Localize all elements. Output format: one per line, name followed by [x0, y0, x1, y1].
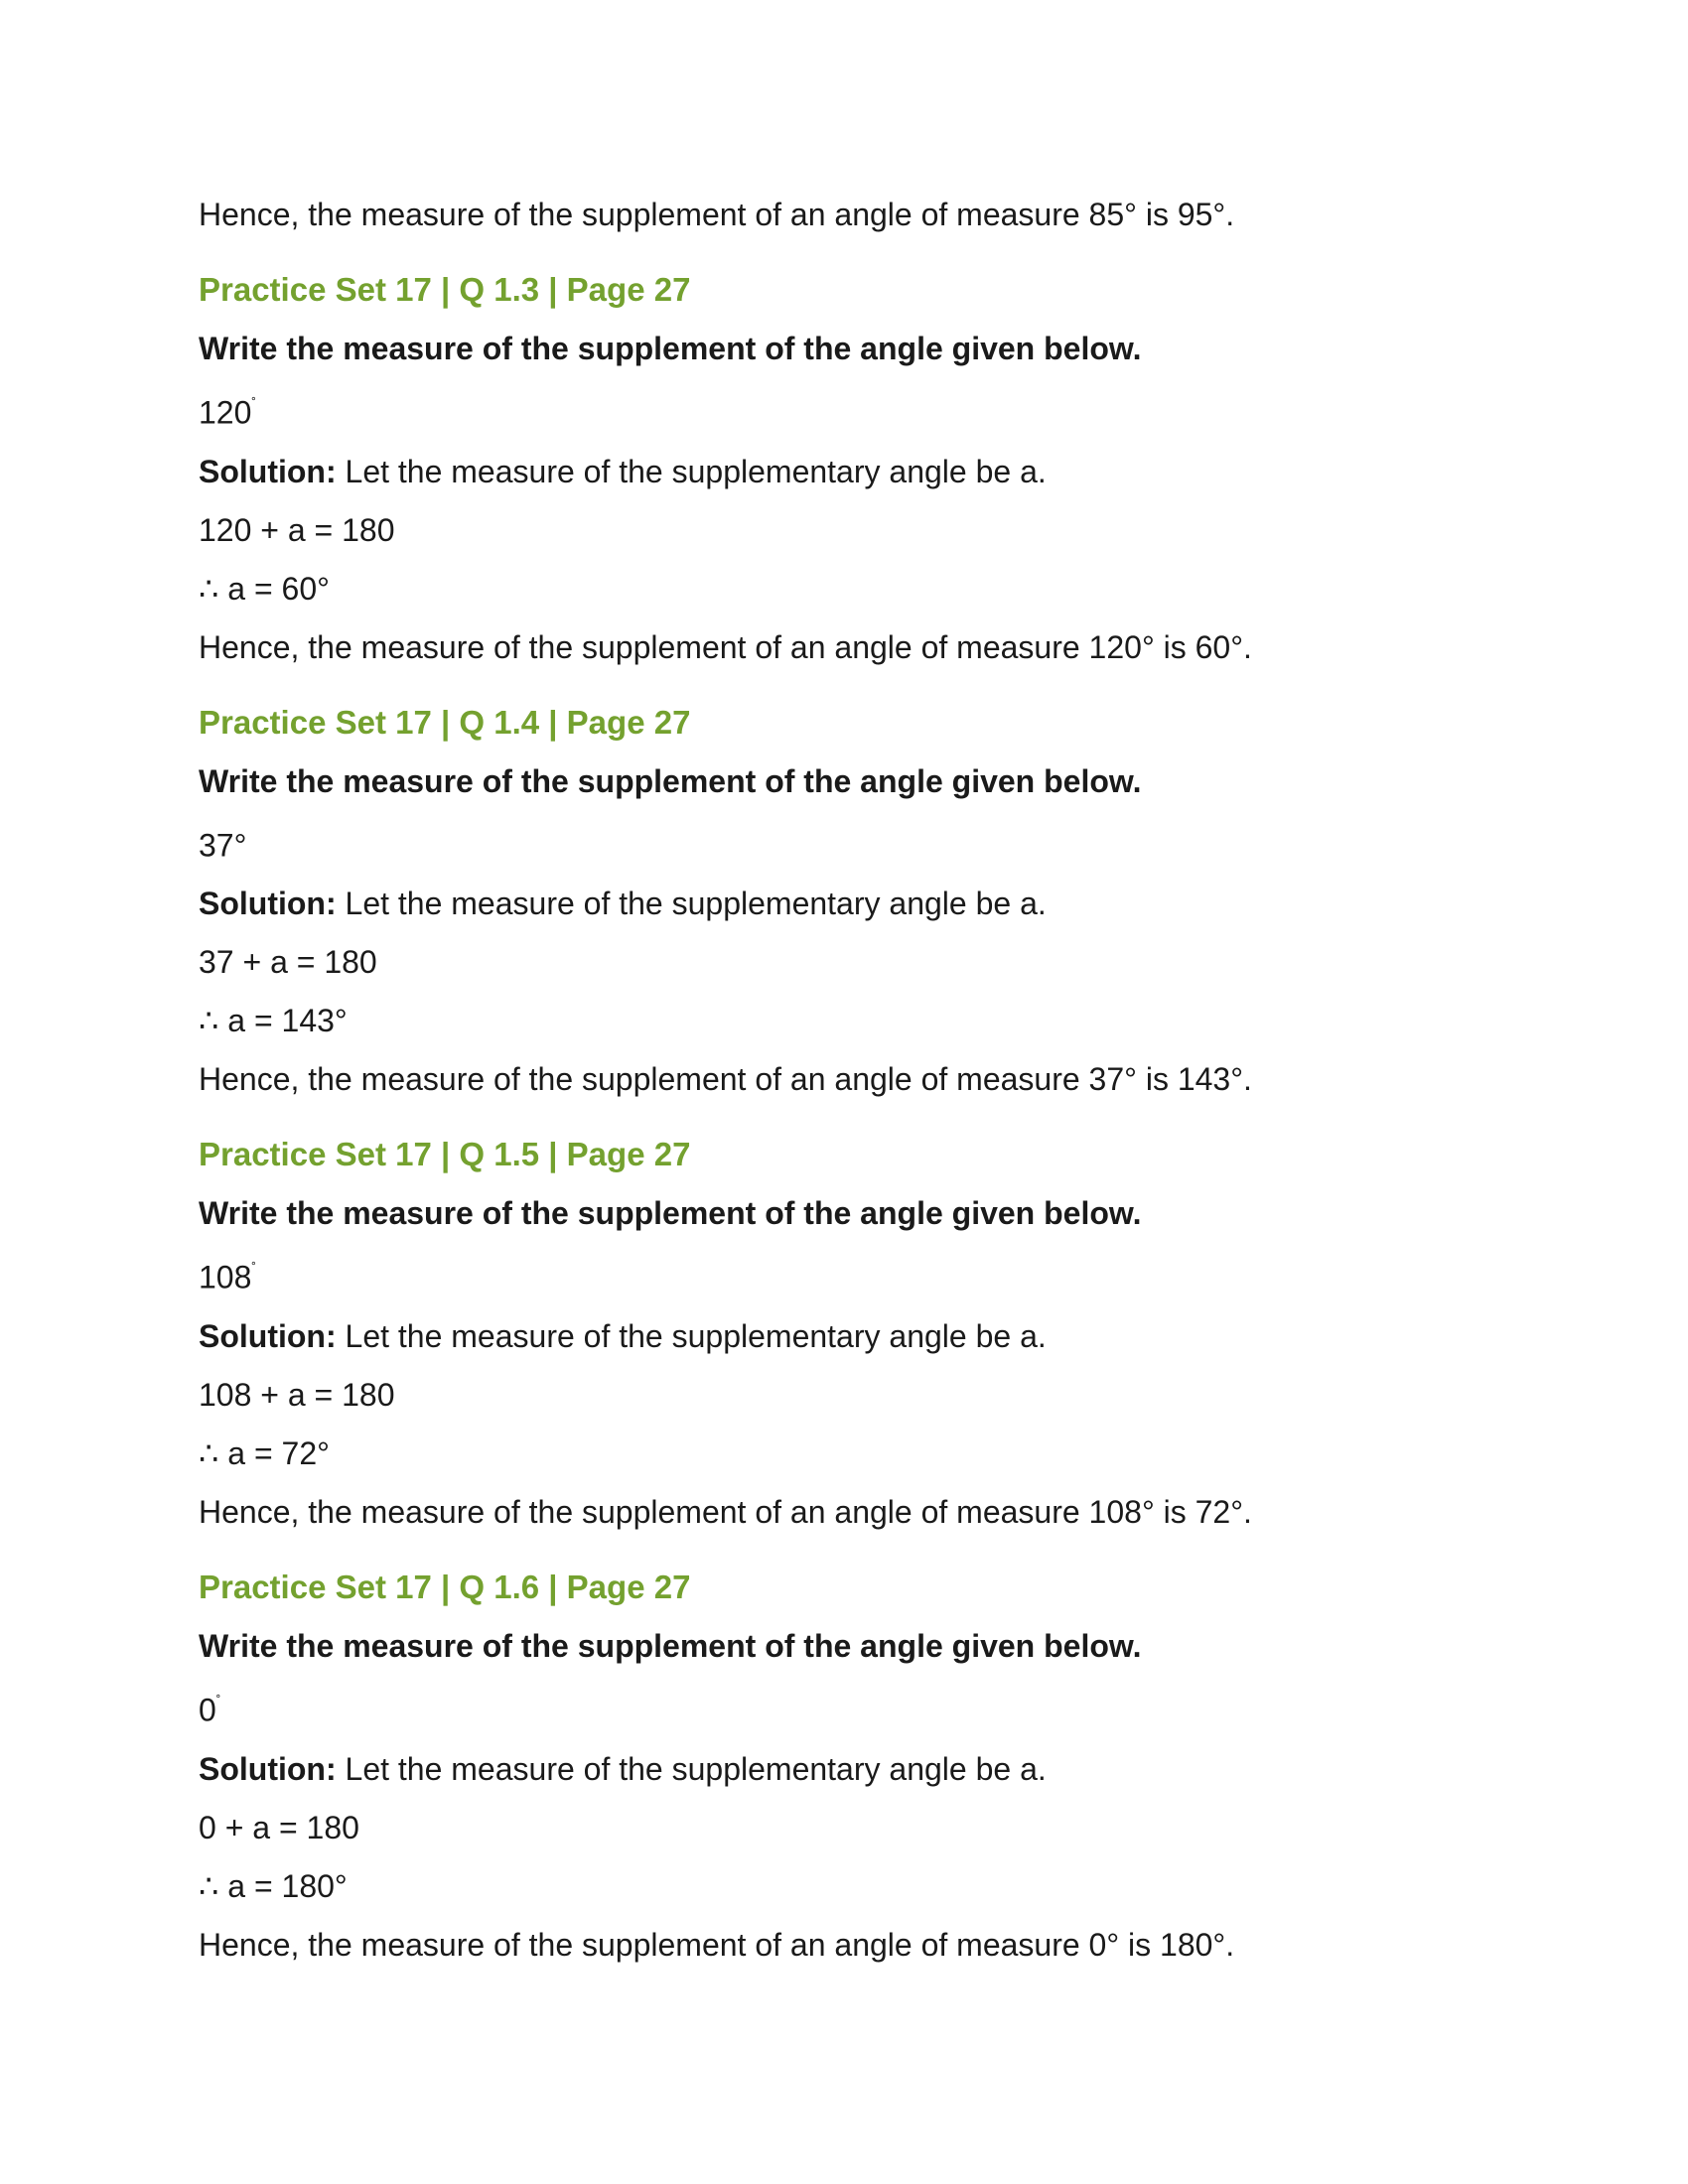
equation: 108 + a = 180: [199, 1376, 395, 1413]
solution-text: Let the measure of the supplementary angle be a.: [336, 1750, 1047, 1787]
solution-text: Let the measure of the supplementary angle be a.: [336, 453, 1047, 489]
equation: 37 + a = 180: [199, 944, 377, 981]
question-text: Write the measure of the supplement of the angle given below.: [199, 331, 1142, 366]
question-section-1-3: [199, 270, 1489, 667]
result: ∴ a = 143°: [199, 1003, 348, 1039]
solution-label: Solution:: [199, 1317, 337, 1354]
solution-text: Let the measure of the supplementary angle be a.: [336, 886, 1047, 922]
angle-value: 120: [199, 394, 252, 431]
question-text: Write the measure of the supplement of the angle given below.: [199, 1627, 1142, 1664]
solution-label: Solution:: [199, 1750, 337, 1787]
angle-value: 0: [199, 1692, 216, 1728]
intro-conclusion: Hence, the measure of the supplement of an angle of measure 85° is 95°.: [199, 197, 1235, 232]
section-heading: Practice Set 17 | Q 1.3 | Page 27: [199, 271, 691, 308]
conclusion: Hence, the measure of the supplement of an angle of measure 37° is 143°.: [199, 1061, 1252, 1098]
solution-line: [199, 452, 1489, 491]
equation: 0 + a = 180: [199, 1809, 359, 1845]
angle-degree-mark: ˚: [251, 1260, 257, 1277]
given-angle: [199, 1252, 1489, 1297]
result: ∴ a = 72°: [199, 1434, 330, 1471]
equation: 120 + a = 180: [199, 511, 395, 548]
given-angle: [199, 820, 1489, 866]
solution-label: Solution:: [199, 886, 337, 922]
solution-line: [199, 1749, 1489, 1789]
conclusion: Hence, the measure of the supplement of an angle of measure 108° is 72°.: [199, 1493, 1252, 1530]
section-heading: Practice Set 17 | Q 1.4 | Page 27: [199, 703, 691, 741]
question-text: Write the measure of the supplement of the angle given below.: [199, 762, 1142, 799]
question-text: Write the measure of the supplement of the angle given below.: [199, 1195, 1142, 1232]
solution-line: [199, 884, 1489, 923]
question-section-1-4: [199, 703, 1489, 1100]
angle-value: 37°: [199, 827, 247, 864]
conclusion: Hence, the measure of the supplement of an angle of measure 120° is 60°.: [199, 628, 1252, 665]
document-page: [199, 195, 1489, 2000]
section-heading: Practice Set 17 | Q 1.6 | Page 27: [199, 1568, 691, 1605]
result: ∴ a = 180°: [199, 1867, 348, 1904]
conclusion: Hence, the measure of the supplement of an angle of measure 0° is 180°.: [199, 1926, 1235, 1963]
angle-degree-mark: ˚: [251, 395, 257, 411]
angle-degree-mark: ˚: [215, 1692, 221, 1708]
given-angle: [199, 387, 1489, 433]
solution-text: Let the measure of the supplementary angle be a.: [336, 1317, 1047, 1354]
section-heading: Practice Set 17 | Q 1.5 | Page 27: [199, 1136, 691, 1173]
angle-value: 108: [199, 1259, 252, 1296]
given-angle: [199, 1685, 1489, 1730]
result: ∴ a = 60°: [199, 570, 330, 607]
question-section-1-6: [199, 1568, 1489, 1965]
question-section-1-5: [199, 1135, 1489, 1532]
solution-line: [199, 1316, 1489, 1356]
solution-label: Solution:: [199, 453, 337, 489]
